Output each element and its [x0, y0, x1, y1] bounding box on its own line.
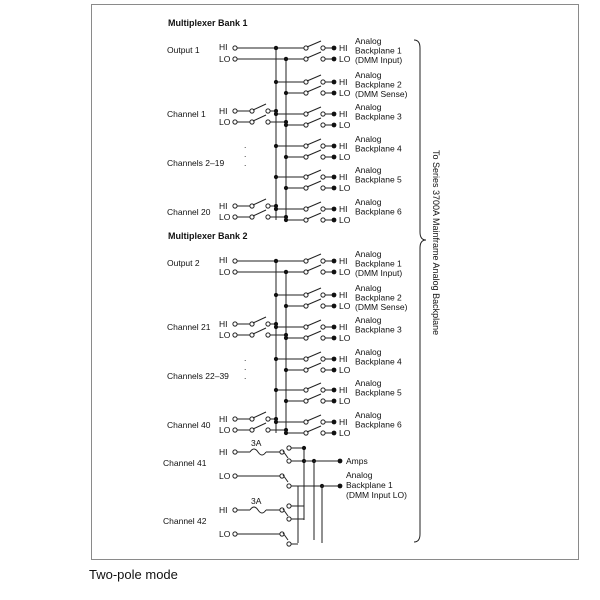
terminal-label: HI: [219, 414, 228, 424]
terminal-label: LO: [219, 529, 231, 539]
junction-dot: [284, 368, 288, 372]
terminal-label: LO: [339, 152, 351, 162]
ellipsis-dot: .: [244, 362, 247, 372]
backplane-label: Backplane 1: [355, 45, 402, 56]
backplane-label: Backplane 4: [355, 143, 402, 154]
output-terminal: [332, 399, 337, 404]
terminal-label: HI: [339, 109, 348, 119]
backplane-label: Analog: [355, 410, 382, 420]
relay-contact: [321, 357, 325, 361]
relay-contact: [321, 112, 325, 116]
relay-switch-arm: [283, 509, 288, 516]
junction-dot: [284, 120, 288, 124]
junction-dot: [274, 46, 278, 50]
relay-contact: [266, 120, 270, 124]
backplane-label: Analog: [355, 70, 382, 80]
output-terminal: [332, 336, 337, 341]
relay-contact: [321, 155, 325, 159]
terminal-circle: [233, 508, 237, 512]
terminal-label: LO: [219, 471, 231, 481]
backplane-label: Backplane 5: [355, 387, 402, 398]
terminal-label: HI: [219, 106, 228, 116]
terminal-label: HI: [219, 505, 228, 515]
backplane-label: Backplane 3: [355, 111, 402, 122]
terminal-label: LO: [219, 212, 231, 222]
channel-label: Channel 40: [167, 420, 211, 430]
terminal-label: HI: [339, 354, 348, 364]
junction-dot: [284, 186, 288, 190]
backplane-relay: [307, 202, 321, 208]
relay-contact: [321, 336, 325, 340]
fuse-symbol: [250, 449, 266, 455]
junction-dot: [284, 399, 288, 403]
output-terminal: [338, 484, 343, 489]
backplane-relay: [307, 320, 321, 326]
terminal-label: LO: [339, 88, 351, 98]
backplane-label: Analog: [355, 347, 382, 357]
relay-contact: [321, 270, 325, 274]
amps-label: Amps: [346, 456, 368, 466]
backplane-relay: [307, 139, 321, 145]
output-terminal: [332, 46, 337, 51]
terminal-circle: [233, 215, 237, 219]
terminal-circle: [233, 57, 237, 61]
relay-contact: [321, 293, 325, 297]
backplane-relay: [307, 86, 321, 92]
terminal-label: LO: [339, 365, 351, 375]
backplane-relay: [307, 426, 321, 432]
junction-dot: [274, 357, 278, 361]
terminal-label: LO: [339, 120, 351, 130]
terminal-label: LO: [219, 117, 231, 127]
terminal-circle: [233, 428, 237, 432]
terminal-label: HI: [339, 77, 348, 87]
relay-contact: [266, 333, 270, 337]
junction-dot: [274, 388, 278, 392]
terminal-circle: [233, 532, 237, 536]
relay-contact: [321, 80, 325, 84]
relay-contact: [287, 459, 291, 463]
fuse-label: 3A: [251, 496, 262, 506]
backplane-label: Analog: [355, 165, 382, 175]
output-terminal: [332, 112, 337, 117]
backplane-relay: [307, 299, 321, 305]
channel-relay: [253, 423, 266, 429]
terminal-label: HI: [219, 447, 228, 457]
backplane-relay: [307, 383, 321, 389]
junction-dot: [284, 304, 288, 308]
output-terminal: [332, 431, 337, 436]
right-brace: [414, 40, 426, 542]
backplane-relay: [307, 170, 321, 176]
backplane-label: Analog: [355, 378, 382, 388]
backplane-label: Analog: [355, 134, 382, 144]
backplane-label: Backplane 6: [355, 206, 402, 217]
output-terminal: [332, 91, 337, 96]
terminal-label: HI: [219, 201, 228, 211]
relay-switch-arm: [283, 451, 288, 458]
channel-label: Channels 22–39: [167, 371, 229, 381]
backplane-relay: [307, 107, 321, 113]
terminal-label: LO: [339, 54, 351, 64]
channel-relay: [253, 412, 266, 418]
terminal-circle: [233, 333, 237, 337]
output-terminal: [332, 80, 337, 85]
backplane-relay: [307, 52, 321, 58]
terminal-label: LO: [339, 333, 351, 343]
relay-contact: [321, 259, 325, 263]
output-terminal: [332, 270, 337, 275]
relay-contact: [321, 91, 325, 95]
terminal-circle: [233, 417, 237, 421]
terminal-label: HI: [219, 42, 228, 52]
channel-relay: [253, 199, 266, 205]
junction-dot: [284, 155, 288, 159]
output-terminal: [332, 293, 337, 298]
channel-label: Channels 2–19: [167, 158, 225, 168]
output-terminal: [332, 57, 337, 62]
junction-dot: [274, 144, 278, 148]
dmm-lo-label: Analog: [346, 470, 373, 480]
backplane-relay: [307, 394, 321, 400]
output-label: Output 2: [167, 258, 200, 268]
backplane-relay: [307, 331, 321, 337]
junction-dot: [274, 109, 278, 113]
junction-dot: [284, 428, 288, 432]
backplane-label: Backplane 4: [355, 356, 402, 367]
relay-contact: [321, 325, 325, 329]
terminal-label: LO: [339, 183, 351, 193]
terminal-label: HI: [219, 319, 228, 329]
terminal-circle: [233, 204, 237, 208]
ellipsis-dot: .: [244, 140, 247, 150]
backplane-relay: [307, 352, 321, 358]
relay-contact: [321, 431, 325, 435]
ellipsis-dot: .: [244, 158, 247, 168]
relay-switch-arm: [283, 533, 288, 540]
backplane-label: (DMM Sense): [355, 89, 408, 99]
terminal-label: HI: [339, 141, 348, 151]
relay-contact: [321, 123, 325, 127]
bank-title: Multiplexer Bank 2: [168, 231, 248, 241]
junction-dot: [274, 417, 278, 421]
relay-contact: [321, 388, 325, 392]
terminal-label: LO: [339, 396, 351, 406]
output-terminal: [332, 186, 337, 191]
fuse-symbol: [250, 507, 266, 513]
terminal-label: HI: [339, 256, 348, 266]
terminal-label: LO: [219, 425, 231, 435]
relay-contact: [321, 46, 325, 50]
backplane-label: (DMM Input): [355, 268, 403, 278]
terminal-label: HI: [339, 43, 348, 53]
terminal-label: HI: [339, 417, 348, 427]
terminal-circle: [233, 474, 237, 478]
channel-relay: [253, 104, 266, 110]
junction-dot: [274, 175, 278, 179]
terminal-label: LO: [219, 267, 231, 277]
terminal-label: HI: [339, 172, 348, 182]
backplane-label: Backplane 1: [355, 258, 402, 269]
terminal-circle: [233, 120, 237, 124]
backplane-relay: [307, 265, 321, 271]
relay-contact: [321, 420, 325, 424]
backplane-relay: [307, 41, 321, 47]
backplane-relay: [307, 150, 321, 156]
side-label: To Series 3700A Mainframe Analog Backplane: [431, 150, 441, 336]
backplane-label: Backplane 3: [355, 324, 402, 335]
channel-label: Channel 21: [167, 322, 211, 332]
terminal-circle: [233, 109, 237, 113]
output-terminal: [332, 175, 337, 180]
ellipsis-dot: .: [244, 149, 247, 159]
backplane-relay: [307, 415, 321, 421]
relay-contact: [321, 175, 325, 179]
backplane-label: (DMM Sense): [355, 302, 408, 312]
relay-contact: [266, 215, 270, 219]
fuse-label: 3A: [251, 438, 262, 448]
backplane-label: Backplane 2: [355, 79, 402, 90]
relay-contact: [266, 322, 270, 326]
channel-relay: [253, 328, 266, 334]
relay-contact: [321, 368, 325, 372]
relay-contact: [321, 399, 325, 403]
output-terminal: [332, 388, 337, 393]
terminal-circle: [233, 259, 237, 263]
terminal-circle: [233, 450, 237, 454]
output-terminal: [332, 420, 337, 425]
junction-dot: [274, 259, 278, 263]
channel-label: Channel 1: [167, 109, 206, 119]
backplane-label: Analog: [355, 283, 382, 293]
dmm-lo-label: Backplane 1: [346, 480, 393, 490]
junction-dot: [284, 270, 288, 274]
relay-contact: [287, 542, 291, 546]
junction-dot: [284, 215, 288, 219]
relay-contact: [266, 428, 270, 432]
relay-switch-arm: [283, 475, 288, 482]
junction-dot: [284, 57, 288, 61]
backplane-label: Analog: [355, 197, 382, 207]
backplane-label: Analog: [355, 102, 382, 112]
terminal-label: LO: [219, 54, 231, 64]
backplane-relay: [307, 118, 321, 124]
relay-contact: [287, 517, 291, 521]
backplane-label: Backplane 6: [355, 419, 402, 430]
backplane-relay: [307, 288, 321, 294]
backplane-relay: [307, 213, 321, 219]
junction-dot: [274, 322, 278, 326]
ellipsis-dot: .: [244, 353, 247, 363]
junction-dot: [274, 204, 278, 208]
backplane-label: (DMM Input): [355, 55, 403, 65]
figure-caption: Two-pole mode: [89, 567, 178, 582]
output-terminal: [332, 155, 337, 160]
output-terminal: [332, 304, 337, 309]
relay-contact: [321, 186, 325, 190]
output-terminal: [332, 123, 337, 128]
junction-dot: [274, 80, 278, 84]
terminal-label: LO: [339, 267, 351, 277]
relay-contact: [321, 207, 325, 211]
terminal-circle: [233, 270, 237, 274]
output-terminal: [332, 357, 337, 362]
ellipsis-dot: .: [244, 371, 247, 381]
terminal-label: LO: [219, 330, 231, 340]
terminal-label: HI: [219, 255, 228, 265]
channel-label: Channel 20: [167, 207, 211, 217]
relay-contact: [266, 417, 270, 421]
relay-contact: [266, 109, 270, 113]
dmm-lo-label: (DMM Input LO): [346, 490, 407, 500]
relay-contact: [266, 204, 270, 208]
output-terminal: [332, 325, 337, 330]
relay-contact: [287, 446, 291, 450]
backplane-relay: [307, 181, 321, 187]
bank-title: Multiplexer Bank 1: [168, 18, 248, 28]
backplane-label: Backplane 5: [355, 174, 402, 185]
terminal-label: LO: [339, 215, 351, 225]
terminal-circle: [233, 322, 237, 326]
terminal-label: LO: [339, 428, 351, 438]
terminal-label: HI: [339, 385, 348, 395]
output-terminal: [332, 259, 337, 264]
terminal-label: HI: [339, 322, 348, 332]
backplane-relay: [307, 254, 321, 260]
output-terminal: [332, 218, 337, 223]
relay-contact: [321, 304, 325, 308]
backplane-relay: [307, 363, 321, 369]
channel-relay: [253, 115, 266, 121]
terminal-label: HI: [339, 290, 348, 300]
backplane-label: Analog: [355, 36, 382, 46]
channel-label: Channel 41: [163, 458, 207, 468]
relay-contact: [287, 484, 291, 488]
output-terminal: [332, 368, 337, 373]
channel-relay: [253, 317, 266, 323]
terminal-label: HI: [339, 204, 348, 214]
junction-dot: [274, 293, 278, 297]
terminal-circle: [233, 46, 237, 50]
channel-label: Channel 42: [163, 516, 207, 526]
junction-dot: [302, 446, 306, 450]
relay-contact: [321, 218, 325, 222]
junction-dot: [284, 91, 288, 95]
relay-contact: [321, 144, 325, 148]
backplane-label: Backplane 2: [355, 292, 402, 303]
channel-relay: [253, 210, 266, 216]
output-terminal: [332, 144, 337, 149]
output-terminal: [338, 459, 343, 464]
output-label: Output 1: [167, 45, 200, 55]
relay-contact: [287, 504, 291, 508]
backplane-label: Analog: [355, 249, 382, 259]
relay-contact: [321, 57, 325, 61]
backplane-relay: [307, 75, 321, 81]
terminal-label: LO: [339, 301, 351, 311]
backplane-label: Analog: [355, 315, 382, 325]
output-terminal: [332, 207, 337, 212]
junction-dot: [284, 333, 288, 337]
